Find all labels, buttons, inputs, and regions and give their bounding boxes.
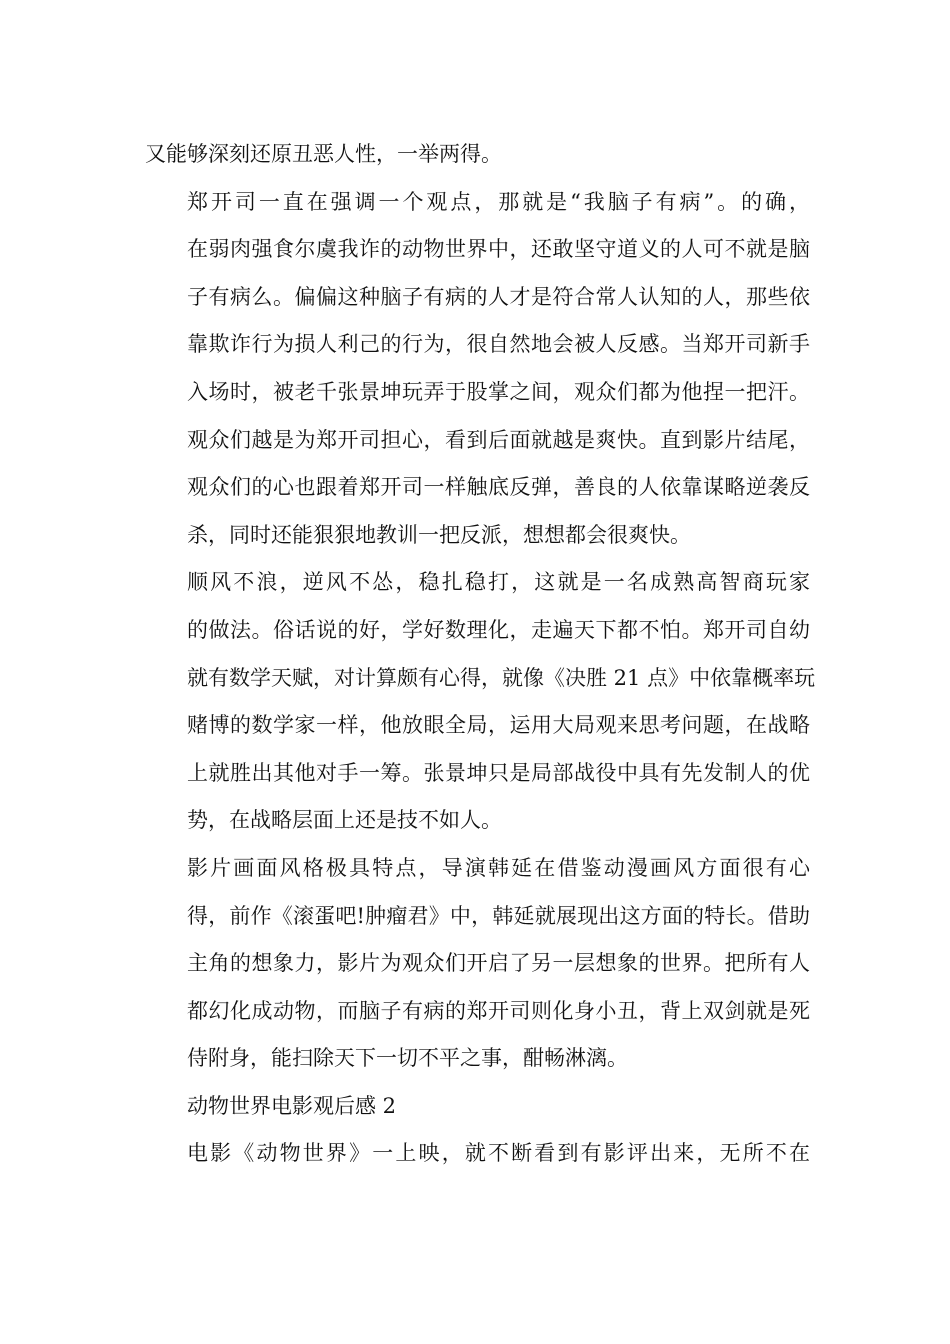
text-line: 入场时，被老千张景坤玩弄于股掌之间，观众们都为他捏一把汗。 xyxy=(187,379,810,404)
text-line: 势，在战略层面上还是技不如人。 xyxy=(187,808,502,833)
paragraph-5 xyxy=(145,1130,810,1178)
text-line: 影片画面风格极具特点，导演韩延在借鉴动漫画风方面很有心 xyxy=(187,855,810,880)
text-line: 观众们越是为郑开司担心，看到后面就越是爽快。直到影片结尾， xyxy=(187,427,810,452)
text-line: 郑开司一直在强调一个观点，那就是“我脑子有病”。的确， xyxy=(187,189,810,214)
text-line: 观众们的心也跟着郑开司一样触底反弹，善良的人依靠谋略逆袭反 xyxy=(187,475,810,500)
paragraph-4 xyxy=(145,845,810,1083)
text-line: 电影《动物世界》一上映，就不断看到有影评出来，无所不在 xyxy=(187,1141,810,1166)
text-line: 都幻化成动物，而脑子有病的郑开司则化身小丑，背上双剑就是死 xyxy=(187,998,810,1023)
text-line: 杀，同时还能狠狠地教训一把反派，想想都会很爽快。 xyxy=(187,522,691,547)
paragraph-3 xyxy=(145,559,816,845)
text-line: 的做法。俗话说的好，学好数理化，走遍天下都不怕。郑开司自幼 xyxy=(187,617,810,642)
text-line: 子有病么。偏偏这种脑子有病的人才是符合常人认知的人，那些依 xyxy=(187,284,810,309)
document-page xyxy=(145,131,816,1178)
section-heading xyxy=(145,1083,810,1131)
text-line: 动物世界电影观后感 2 xyxy=(187,1093,397,1118)
text-line: 得，前作《滚蛋吧!肿瘤君》中，韩延就展现出这方面的特长。借助 xyxy=(187,903,810,928)
text-line: 侍附身，能扫除天下一切不平之事，酣畅淋漓。 xyxy=(187,1046,628,1071)
text-line: 靠欺诈行为损人利己的行为，很自然地会被人反感。当郑开司新手 xyxy=(187,332,810,357)
text-line: 上就胜出其他对手一筹。张景坤只是局部战役中具有先发制人的优 xyxy=(187,760,810,785)
paragraph-1 xyxy=(145,131,810,179)
text-line: 就有数学天赋，对计算颇有心得，就像《决胜 21 点》中依靠概率玩 xyxy=(187,665,816,690)
text-line: 主角的想象力，影片为观众们开启了另一层想象的世界。把所有人 xyxy=(187,951,810,976)
text-line: 又能够深刻还原丑恶人性，一举两得。 xyxy=(145,142,502,166)
paragraph-2 xyxy=(145,179,810,560)
text-line: 在弱肉强食尔虞我诈的动物世界中，还敢坚守道义的人可不就是脑 xyxy=(187,237,810,262)
text-line: 赌博的数学家一样，他放眼全局，运用大局观来思考问题，在战略 xyxy=(187,713,810,738)
text-line: 顺风不浪，逆风不怂，稳扎稳打，这就是一名成熟高智商玩家 xyxy=(187,570,810,595)
